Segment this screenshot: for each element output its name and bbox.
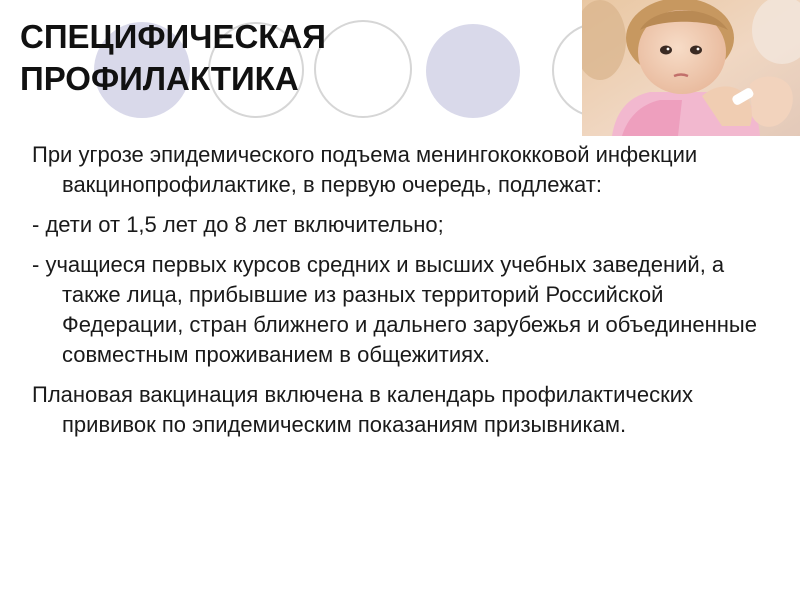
paragraph-planned-vaccination: Плановая вакцинация включена в календарь профилактических прививок по эпидемическим показаниям призывникам. bbox=[32, 382, 694, 437]
paragraph-students: - учащиеся первых курсов средних и высших учебных заведений, а также лица, прибывшие из разных территорий Российской Федерации, стран ближнего и дальнего зарубежья и объединенные совместным проживанием в общежитиях. bbox=[32, 252, 757, 367]
decorative-circle-outline bbox=[314, 20, 412, 118]
child-vaccination-photo bbox=[582, 0, 800, 136]
paragraph-intro: При угрозе эпидемического подъема менингококковой инфекции вакцинопрофилактике, в первую очередь, подлежат: bbox=[32, 142, 698, 197]
slide-body bbox=[32, 140, 772, 450]
decorative-circle-filled bbox=[426, 24, 520, 118]
paragraph-children: - дети от 1,5 лет до 8 лет включительно; bbox=[32, 212, 444, 237]
slide-title bbox=[20, 16, 326, 100]
title-line-1: СПЕЦИФИЧЕСКАЯ bbox=[20, 18, 326, 55]
title-line-2: ПРОФИЛАКТИКА bbox=[20, 60, 299, 97]
